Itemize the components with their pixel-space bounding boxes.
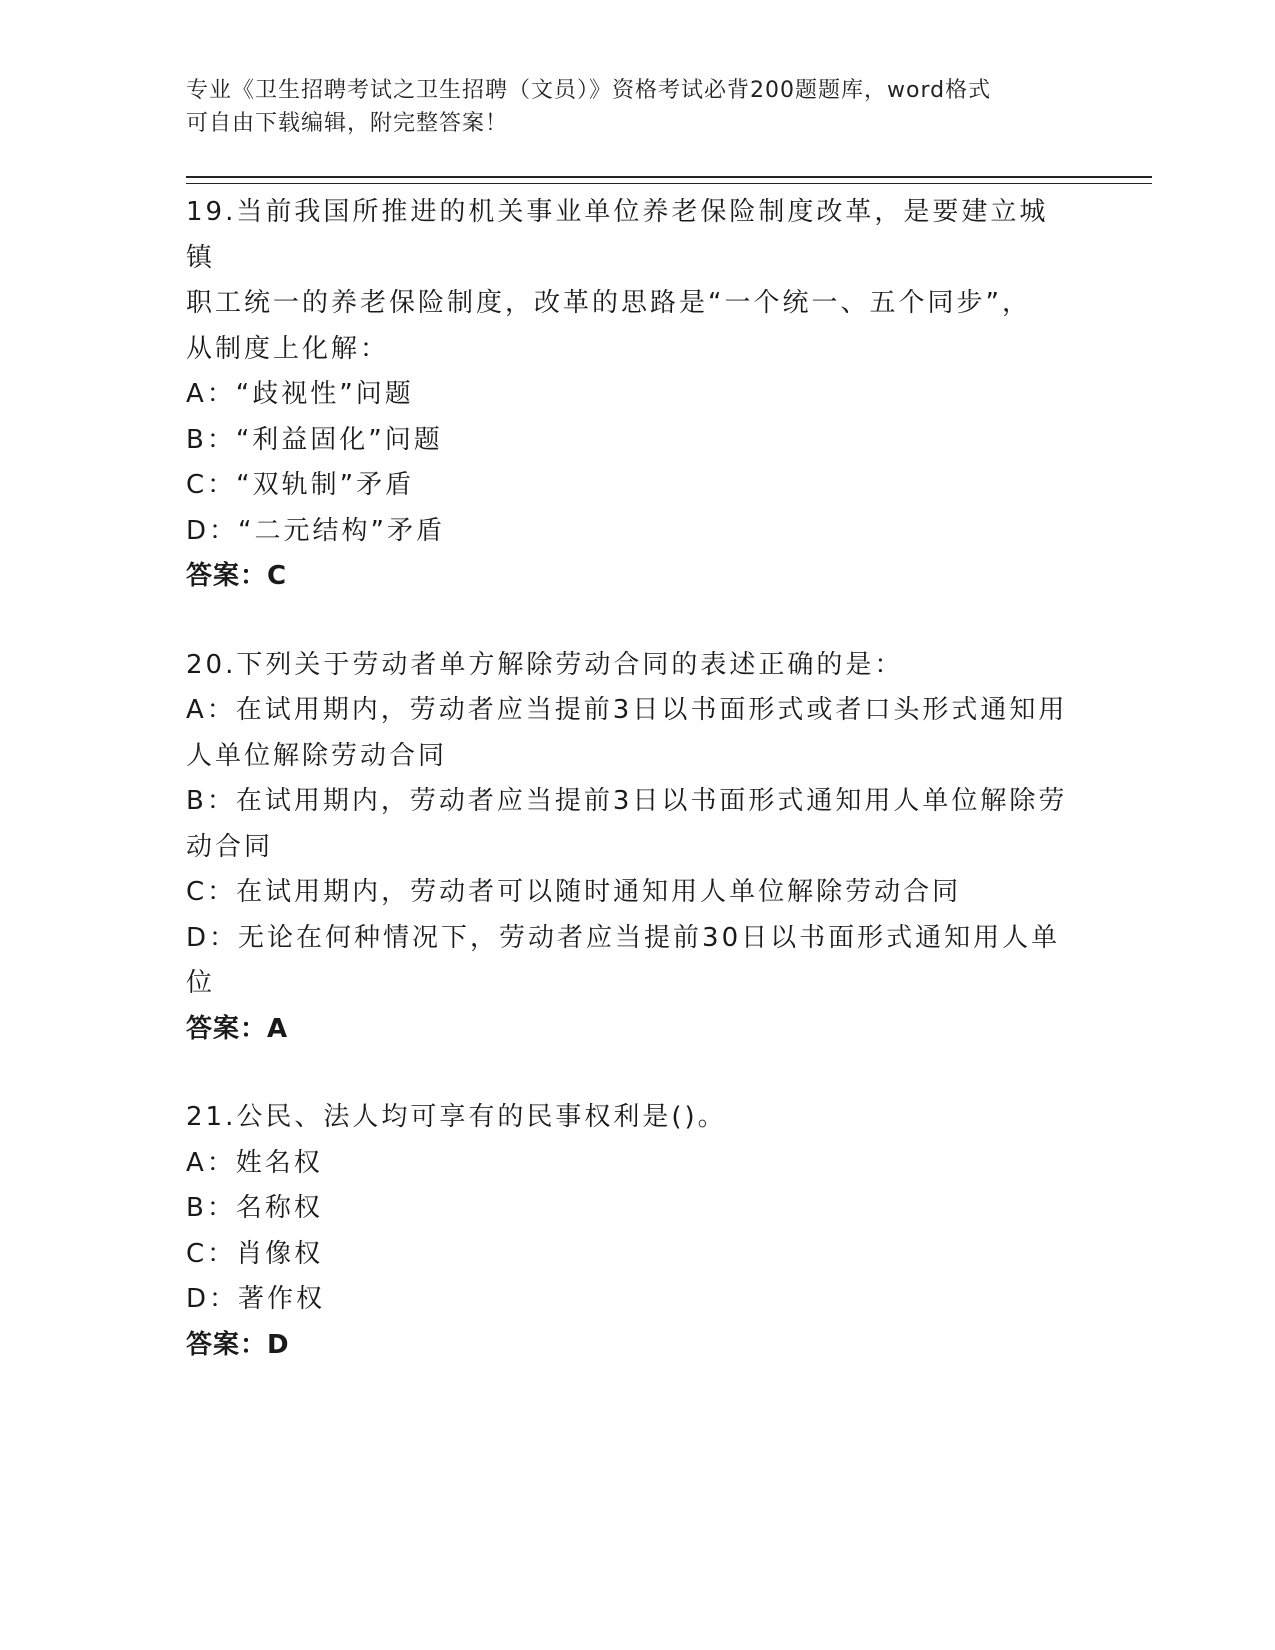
question-19 (186, 190, 1076, 600)
answer-label: 答案： (186, 1013, 268, 1044)
question-20 (186, 643, 1076, 1053)
question-21 (186, 1095, 1076, 1368)
option-d: D：“二元结构”矛盾 (186, 515, 445, 546)
question-text: 20.下列关于劳动者单方解除劳动合同的表述正确的是： (186, 649, 904, 680)
document-header (186, 74, 1066, 140)
option-a-continued: 人单位解除劳动合同 (186, 740, 448, 771)
question-text: 21.公民、法人均可享有的民事权利是()。 (186, 1102, 727, 1132)
option-d-continued: 位 (186, 968, 216, 998)
question-text: 职工统一的养老保险制度，改革的思路是“一个统一、五个同步”， (186, 288, 1031, 318)
option-b-continued: 动合同 (186, 831, 274, 862)
option-b: B：在试用期内，劳动者应当提前3日以书面形式通知用人单位解除劳 (186, 786, 1068, 816)
question-list (186, 190, 1076, 1411)
header-title-line-1: 专业《卫生招聘考试之卫生招聘（文员）》资格考试必背200题题库，word格式 (186, 78, 992, 103)
answer-label: 答案： (186, 1329, 268, 1360)
option-c: C：“双轨制”矛盾 (186, 470, 415, 500)
question-text: 19.当前我国所推进的机关事业单位养老保险制度改革，是要建立城镇 (186, 197, 1049, 273)
option-a: A：“歧视性”问题 (186, 379, 414, 409)
answer-value: D (267, 1329, 290, 1360)
option-d: D：无论在何种情况下，劳动者应当提前30日以书面形式通知用人单 (186, 922, 1061, 953)
option-b: B：名称权 (186, 1193, 323, 1223)
option-d: D：著作权 (186, 1284, 326, 1314)
option-b: B：“利益固化”问题 (186, 424, 443, 455)
option-a: A：姓名权 (186, 1147, 323, 1178)
header-divider (186, 176, 1152, 184)
option-c: C：在试用期内，劳动者可以随时通知用人单位解除劳动合同 (186, 877, 962, 907)
question-text: 从制度上化解： (186, 333, 390, 364)
answer-value: C (267, 561, 288, 591)
answer-line (186, 1007, 1076, 1053)
option-a: A：在试用期内，劳动者应当提前3日以书面形式或者口头形式通知用 (186, 695, 1068, 725)
answer-label: 答案： (186, 561, 268, 591)
answer-line (186, 554, 1076, 600)
answer-line (186, 1323, 1076, 1369)
option-c: C：肖像权 (186, 1238, 324, 1269)
header-title-line-2: 可自由下载编辑，附完整答案！ (186, 111, 509, 136)
answer-value: A (267, 1013, 289, 1044)
